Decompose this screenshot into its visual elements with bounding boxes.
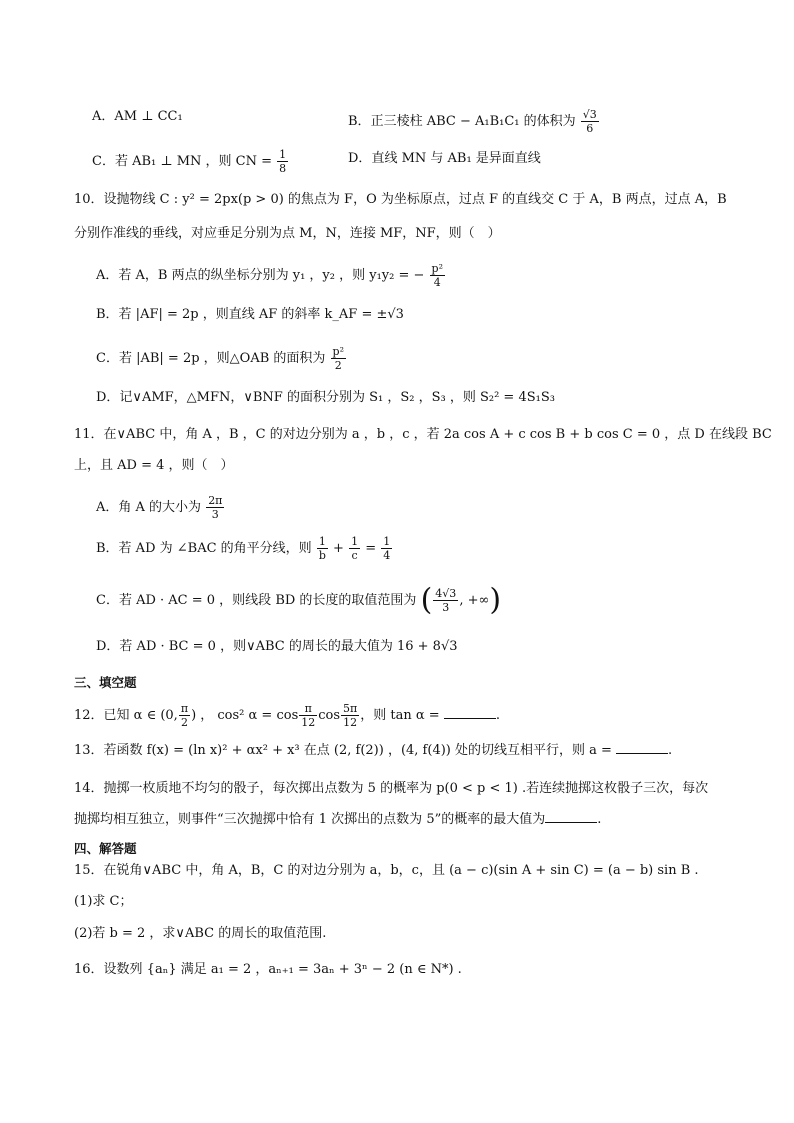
section-title-fill-in: 三、填空题 — [74, 675, 137, 690]
answer-blank[interactable] — [444, 707, 496, 719]
fraction: $\frac{\pi}{12}$ — [301, 702, 316, 729]
q12-tail: ，则 tan α = — [360, 708, 440, 723]
plus-sign: + — [333, 541, 344, 556]
option-text: 直线 MN 与 AB₁ 是异面直线 — [371, 151, 541, 166]
right-paren: ) — [489, 582, 502, 618]
q11-option-c — [96, 582, 502, 618]
q14-text: 抛掷均相互独立，则事件“三次抛掷中恰有 1 次掷出的点数为 5”的概率的最大值为 — [74, 812, 546, 827]
q12-prefix: 12．已知 α ∈ (0, — [74, 708, 178, 723]
q12-mid: ) ， cos² α = cos — [191, 708, 299, 723]
q11-option-b — [96, 535, 393, 562]
section-title-solutions: 四、解答题 — [74, 841, 137, 856]
option-text: 若 AB₁ ⊥ MN ，则 CN = — [114, 154, 273, 169]
q11-stem-line1: 11．在∨ABC 中，角 A ，B ，C 的对边分别为 a ，b ，c ，若 2a cos A + c cos B + b cos C = 0 ，点 D 在线段 BC — [74, 427, 772, 442]
q10-option-b: B．若 |AF| = 2p ，则直线 AF 的斜率 k_AF = ±√3 — [96, 307, 404, 322]
option-text: C．若 AD · AC = 0 ，则线段 BD 的长度的取值范围为 — [96, 593, 417, 608]
q10-option-a — [96, 262, 446, 289]
answer-blank[interactable] — [545, 811, 597, 823]
q9-option-b — [348, 108, 600, 135]
q12 — [74, 702, 500, 729]
interval-tail: , +∞ — [459, 593, 490, 608]
option-text: B．若 AD 为 ∠BAC 的角平分线，则 — [96, 541, 312, 556]
fraction: $\frac{1}{c}$ — [351, 535, 359, 562]
option-text: A．若 A，B 两点的纵坐标分别为 y₁ ，y₂ ，则 y₁y₂ = − — [96, 268, 425, 283]
option-label: D． — [348, 151, 372, 166]
q10-stem-line1: 10．设抛物线 C : y² = 2px(p > 0) 的焦点为 F，O 为坐标原点，过点 F 的直线交 C 于 A，B 两点，过点 A，B — [74, 192, 727, 207]
option-text: A．角 A 的大小为 — [96, 500, 202, 515]
fraction: $\frac{2\pi}{3}$ — [208, 494, 223, 521]
q15-part2: (2)若 b = 2 ，求∨ABC 的周长的取值范围. — [74, 926, 327, 941]
q13-text: 13．若函数 f(x) = (ln x)² + αx² + x³ 在点 (2, f(2)) ，(4, f(4)) 处的切线互相平行，则 a = — [74, 743, 612, 758]
option-text: C．若 |AB| = 2p ，则△OAB 的面积为 — [96, 351, 326, 366]
option-text: AM ⊥ CC₁ — [114, 109, 183, 124]
q10-option-d: D．记∨AMF，△MFN，∨BNF 的面积分别为 S₁ ，S₂ ，S₃ ，则 S₂² = 4S₁S₃ — [96, 390, 555, 405]
q16-stem: 16．设数列 {aₙ} 满足 a₁ = 2 ，aₙ₊₁ = 3aₙ + 3ⁿ − 2 (n ∈ N*) . — [74, 962, 462, 977]
q15-stem: 15．在锐角∨ABC 中，角 A，B，C 的对边分别为 a，b，c，且 (a − c)(sin A + sin C) = (a − b) sin B . — [74, 863, 699, 878]
fraction: $\frac{\pi}{2}$ — [180, 702, 189, 729]
fraction: $\frac{√3}{6}$ — [582, 108, 597, 135]
q13 — [74, 742, 672, 760]
option-label: C． — [92, 154, 115, 169]
option-label: A． — [92, 109, 115, 124]
period: . — [597, 812, 602, 827]
fraction: $\frac{1}{b}$ — [318, 535, 326, 562]
left-paren: ( — [420, 582, 433, 618]
q11-stem-line2: 上，且 AD = 4 ，则（ ） — [74, 458, 234, 473]
q10-option-c — [96, 345, 347, 372]
q11-option-a — [96, 494, 225, 521]
q15-part1: (1)求 C； — [74, 894, 133, 909]
q12-cos: cos — [318, 708, 341, 723]
period: . — [668, 743, 673, 758]
answer-blank[interactable] — [616, 742, 668, 754]
fraction: $\frac{1}{8}$ — [279, 148, 287, 175]
period: . — [495, 708, 500, 723]
fraction: $\frac{5\pi}{12}$ — [343, 702, 358, 729]
q9-option-d — [348, 150, 541, 168]
q14-line2 — [74, 811, 601, 829]
q9-option-a — [92, 108, 183, 126]
q11-option-d: D．若 AD · BC = 0 ，则∨ABC 的周长的最大值为 16 + 8√3 — [96, 639, 458, 654]
fraction: $\frac{1}{4}$ — [383, 535, 391, 562]
q9-option-c — [92, 148, 289, 175]
q10-stem-line2: 分别作准线的垂线，对应垂足分别为点 M，N，连接 MF，NF，则（ ） — [74, 226, 501, 241]
q14-line1: 14．抛掷一枚质地不均匀的骰子，每次掷出点数为 5 的概率为 p(0 < p < 1) .若连续抛掷这枚骰子三次，每次 — [74, 781, 709, 796]
fraction: $\frac{\text{p²}}{4}$ — [431, 262, 443, 289]
option-text: 正三棱柱 ABC − A₁B₁C₁ 的体积为 — [370, 114, 576, 129]
fraction: $\frac{\text{p²}}{2}$ — [332, 345, 344, 372]
fraction: $\frac{4√3}{3}$ — [435, 587, 457, 614]
option-label: B． — [348, 114, 371, 129]
equals-sign: = — [365, 541, 377, 556]
